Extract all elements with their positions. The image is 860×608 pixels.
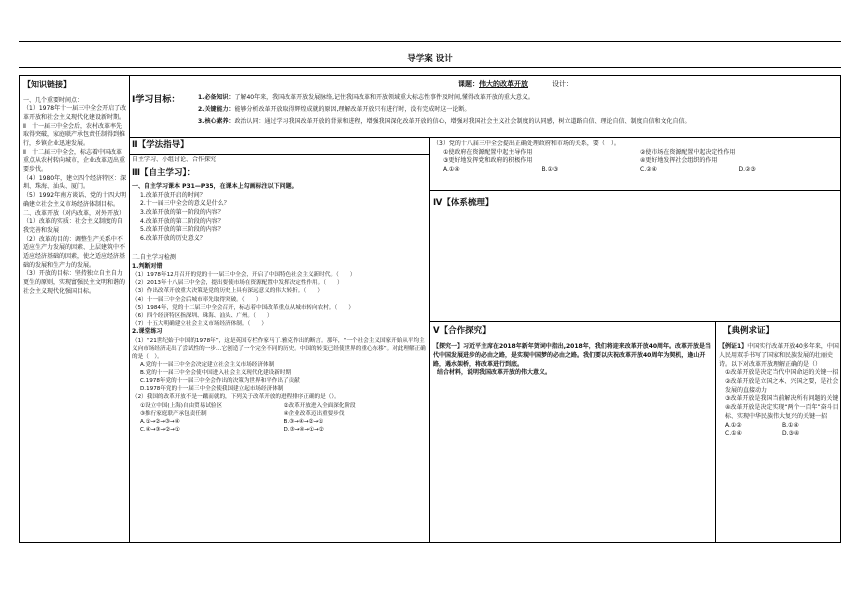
q3-items — [443, 149, 837, 166]
study-question: 6.改革开放的历史意义？ — [140, 235, 206, 243]
example-heading: 【典例求证】 — [723, 326, 775, 336]
example-item: ④改革开放是决定实现“两个一百年”奋斗目标、实现中华民族伟大复兴的关键一招 — [725, 404, 839, 420]
example-stem: 中国实行改革开放40多年来，中国人民用双手书写了国家和民族发展的壮丽史诗。以下对改革开放理解正确的是（） — [719, 343, 839, 368]
example-item: ③改革开放是我国当前解决所有问题的关键 — [725, 395, 839, 403]
knowledge-line: （5）1992年南方谈话、党的十四大明确建立社会主义市场经济体制目标。 — [23, 192, 127, 208]
study-question: 1.改革开放开启的时间？ — [140, 191, 206, 199]
example-choice: B.①④ — [782, 421, 799, 429]
goal-text: 能够分析改革开放取得辉煌成就的原因,理解改革开放只有进行时，没有完成时这一论断。 — [234, 105, 471, 113]
knowledge-section — [23, 79, 127, 541]
example-choice: D.③④ — [782, 430, 800, 438]
page-frame — [19, 75, 841, 543]
q2-item: ②改革开放进入全面深化阶段 — [283, 402, 356, 409]
knowledge-heading: 【知识链接】 — [23, 80, 71, 89]
method-text: 自主学习、小组讨论、合作探究 — [132, 156, 217, 163]
goal-label: 3.核心素养： — [198, 117, 235, 125]
q3-choice: D.②③ — [738, 166, 756, 174]
method-heading: Ⅱ【学法指导】 — [132, 140, 189, 150]
goals-section — [132, 79, 839, 136]
judge-item: （6）四个经济特区指深圳、珠海、汕头、广州。（ ） — [132, 312, 273, 319]
top-rule — [19, 41, 841, 42]
q2-choice: D.③→④→①→② — [283, 426, 324, 433]
goal-item — [198, 106, 839, 115]
example-choices — [725, 422, 839, 439]
goal-item — [198, 118, 839, 127]
example-item: ②改革开放是立国之本、兴国之要，是社会发展的直接动力 — [725, 378, 839, 394]
cooperate-task: 结合材料，说明我国改革开放的伟大意义。 — [437, 369, 552, 377]
goal-item — [198, 94, 839, 103]
check-title: 二.自主学习检测 — [132, 253, 176, 261]
q3-choice: C.②④ — [640, 166, 657, 174]
q2-item: ③推行家庭联产承包责任制 — [140, 410, 207, 417]
self-study-intro: 一、自主学习课本 P31—P35，在课本上勾画标注以下问题。 — [132, 183, 298, 190]
q3-item: ④更好地发挥社会组织的作用 — [640, 157, 718, 165]
q3-item: ②使市场在资源配置中起决定性作用 — [640, 148, 736, 156]
q3-choices — [443, 166, 837, 175]
q1-stem: （1）“21世纪始于中国的1978年”，这是英国专栏作家马丁.雅克作出的断言。那年，“一个社会主义国家开始从平均主义向市场经济走出了尝试性的一步…它创造了一个完全不同的历史。中国的转变已经使世界的重心东移”。对此理解正确的是（ ）。 — [132, 337, 426, 360]
example-choice: A.①② — [725, 421, 742, 429]
example-body — [719, 343, 839, 369]
q3-stem: （3）党的十八届三中全会提出正确处理政府和市场的关系，要（ ）。 — [433, 140, 620, 147]
divider-right — [715, 321, 716, 543]
q3-item: ③更好地发挥党和政府的积极作用 — [443, 157, 533, 165]
judge-item: （4）十一届三中全会后城市率先取得突破。（ ） — [132, 296, 262, 303]
knowledge-line: （3）开放的目标：坚持独立自主自力更生的原则，实现富强民主文明和谐的社会主义现代化强国目标。 — [23, 270, 126, 295]
study-question: 2.十一届三中全会的意义是什么？ — [140, 200, 230, 208]
q3-item: ①使政府在资源配置中起主导作用 — [443, 148, 533, 156]
system-heading: Ⅳ【体系梳理】 — [433, 198, 494, 208]
q2-choice: C.④→③→②→① — [140, 426, 180, 433]
judge-item: （2）2013年十八届三中全会，提出要使市场在资源配置中发挥决定性作用。（ ） — [132, 280, 343, 287]
q2-item: ①设立中国(上海)自由贸易试验区 — [140, 402, 223, 409]
topic-prefix: 课题： — [458, 80, 479, 88]
study-question: 4.改革开放的第二阶段的内容？ — [140, 217, 224, 225]
example-choice: C.①④ — [725, 430, 742, 438]
knowledge-line: （4）1980年，建立四个经济特区：深圳、珠海、汕头、厦门。 — [23, 174, 127, 191]
goal-text: 政治认同：通过学习我国改革开放的背景和进程，增强我国深化改革开放的信心，增强对我国社会主义社会制度的认同感，树立道路自信、理论自信、制度自信和文化自信。 — [234, 117, 691, 125]
q3-choice: A.①④ — [443, 166, 460, 174]
self-study-section — [132, 156, 427, 541]
q2-choice: B.③→④→②→① — [283, 418, 324, 425]
q3-choice: B.①③ — [541, 166, 559, 174]
cooperate-prefix: 【探究一】 — [433, 343, 464, 351]
q1-option: C.1978年党的十一届三中全会作出的决策为世界和平作出了贡献 — [140, 378, 300, 385]
judge-item: （1）1978年12月召开的党的十一届三中全会，开启了中国特色社会主义新时代。（ ） — [132, 272, 356, 279]
goals-list — [198, 94, 839, 129]
q1-option: D.1978年党的十一届三中全会使我国建立起市场经济体制 — [140, 386, 284, 393]
divider-goals — [129, 137, 841, 138]
q3-section — [433, 140, 837, 190]
knowledge-line: 二、改革开放（对内改革，对外开放） — [23, 209, 126, 217]
q2-choice: A.①→②→③→④ — [140, 418, 180, 425]
q1-options — [140, 361, 427, 393]
knowledge-line: Ⅱ 十二届三中全会，标志着中国改革重点从农村转向城市，企业改革迈出重要步伐。 — [23, 148, 126, 174]
topic-name: 伟大的改革开放 — [479, 80, 528, 88]
goal-text: 了解40年来，我国改革开放发展脉络,记住我国改革和开放领域重大标志性事件及时间,懂得改革开放的重大意义。 — [234, 94, 534, 102]
example-section — [719, 325, 839, 540]
q2-stem: （2）我国的改革开放不是一蹴而就的，下列关于改革开放的进程排序正确的是（）。 — [132, 394, 340, 401]
self-study-questions — [140, 192, 427, 244]
example-item: ①改革开放是决定当代中国命运的关键一招 — [725, 369, 839, 377]
knowledge-line: 一、几个重要时间点： — [23, 96, 84, 104]
judge-title: 1.判断对错 — [132, 262, 163, 270]
goals-heading: Ⅰ学习目标： — [132, 95, 181, 106]
study-question: 3.改革开放的第一阶段的内容？ — [140, 209, 224, 217]
knowledge-line: （1）1978年十一届三中全会开启了改革开放和社会主义现代化建设新时期。 — [23, 105, 127, 121]
divider-cooperate — [429, 321, 841, 322]
knowledge-line: （2）改革的目的：调整生产关系中不适应生产力发展的因素、上层建筑中不适应经济基础的因素，使之适应经济基础的发展和生产力的发展。 — [23, 235, 126, 269]
q1-option: B.党的十一届三中全会使中国进入社会主义现代化建设新时期 — [140, 370, 292, 377]
judge-list — [132, 271, 427, 328]
q2-item: ④企业改革迈出重要步伐 — [283, 410, 345, 417]
document-title: 导学案 设计 — [407, 54, 453, 64]
cooperate-heading: Ⅴ【合作探究】 — [433, 326, 491, 336]
study-question: 5.改革开放的第三阶段的内容？ — [140, 226, 224, 234]
practice-title: 2.课堂练习 — [132, 327, 163, 335]
topic-line — [192, 79, 839, 89]
designer-label: 设计： — [552, 80, 573, 88]
judge-item: （3）作出改革开放重大决策是党的历史上具有深远意义的伟大转折。（ ） — [132, 288, 323, 295]
goal-label: 2.关键能力： — [198, 105, 235, 113]
cooperate-section — [433, 325, 712, 540]
example-label: 【例证1】 — [719, 343, 748, 351]
title-rule — [19, 67, 841, 68]
q2-items — [140, 402, 427, 418]
cooperate-text: 习近平主席在2018年新年贺词中指出,2018年，我们将迎来改革开放40周年。改革开放是当代中国发展进步的必由之路，是实现中国梦的必由之路。我们要以庆祝改革开放40周年为契机，逢山开路，遇水架桥，将改革进行到底。 — [433, 343, 712, 368]
divider-system — [429, 190, 841, 191]
q1-option: A.党的十一届三中全会决定建立社会主义市场经济体制 — [140, 361, 275, 368]
knowledge-line: （1）改革的实质：社会主义制度的自我完善和发展 — [23, 218, 123, 234]
example-items — [725, 369, 839, 421]
q2-choices — [140, 418, 427, 434]
cooperate-body — [433, 343, 712, 369]
judge-item: （7）十五大明确建立社会主义市场经济体制。（ ） — [132, 320, 268, 327]
knowledge-list — [23, 97, 127, 297]
divider-left — [129, 76, 130, 543]
system-section — [433, 197, 837, 317]
judge-item: （5）1984年，党的十二届三中全会召开，标志着中国改革重点从城市转向农村。（ ） — [132, 304, 354, 311]
divider-middle — [429, 137, 430, 543]
method-section — [132, 139, 426, 153]
divider-method — [129, 154, 429, 155]
self-study-heading: Ⅲ【自主学习】： — [132, 167, 196, 178]
goal-label: 1.必备知识： — [198, 94, 235, 102]
knowledge-line: Ⅱ 十一届三中全会后，农村改革率先取得突破，家庭联产承包责任制得到推行，乡镇企业迅速发展。 — [23, 122, 126, 148]
